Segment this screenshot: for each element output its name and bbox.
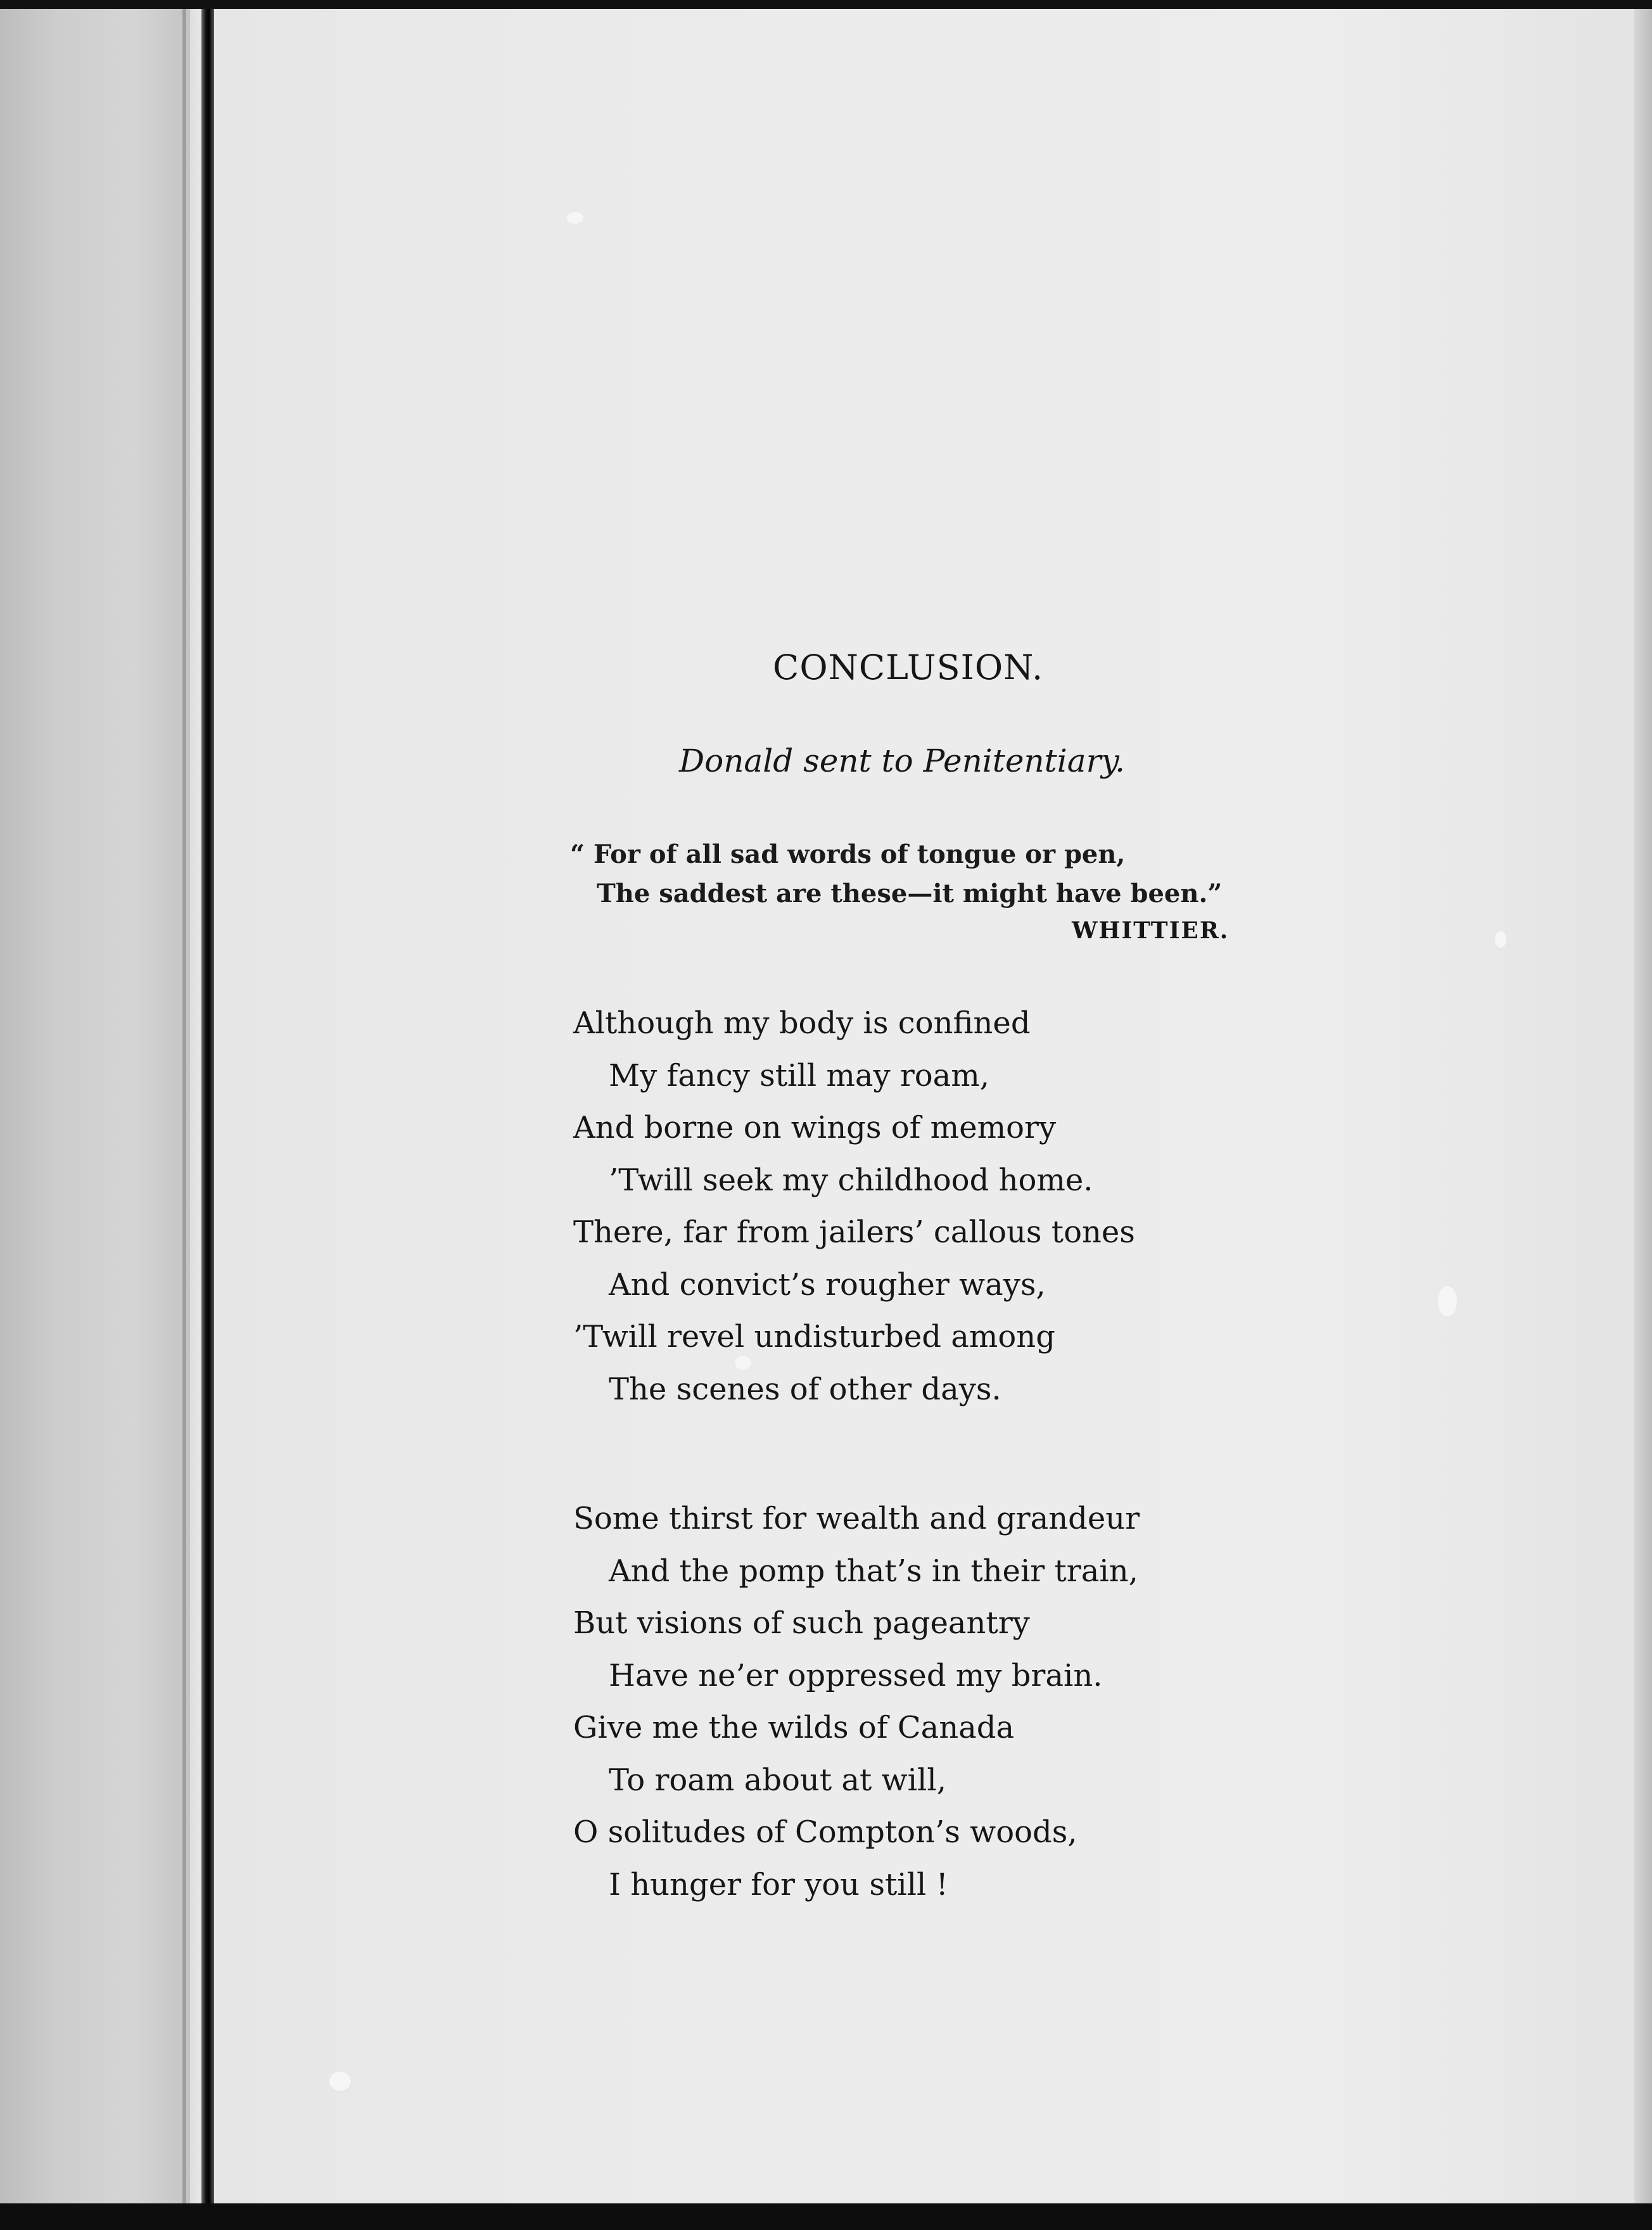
poem-line: Some thirst for wealth and grandeur — [573, 1501, 1140, 1536]
poem-stanza-1 — [573, 997, 1135, 1415]
gutter-shadow — [182, 0, 186, 2203]
scan-top-border — [0, 0, 1652, 9]
epigraph-line: “ For of all sad words of tongue or pen, — [570, 839, 1126, 869]
poem-stanza-2 — [573, 1493, 1140, 1911]
poem-line: And convict’s rougher ways, — [609, 1266, 1046, 1303]
paper-speck — [1438, 1286, 1457, 1316]
poem-line: But visions of such pageantry — [573, 1605, 1030, 1641]
poem-line: My fancy still may roam, — [609, 1057, 990, 1093]
paper-speck — [1495, 931, 1506, 948]
chapter-heading: CONCLUSION. — [773, 647, 1044, 687]
poem-line: To roam about at will, — [609, 1762, 946, 1798]
book-spine — [201, 0, 214, 2203]
poem-line: The scenes of other days. — [609, 1371, 1001, 1407]
paper-speck — [567, 212, 583, 224]
poem-line: There, far from jailers’ callous tones — [573, 1214, 1135, 1250]
poem-line: Give me the wilds of Canada — [573, 1710, 1015, 1745]
epigraph-attribution: WHITTIER. — [1072, 917, 1229, 944]
poem-line: And the pomp that’s in their train, — [609, 1553, 1138, 1589]
poem-line: ’Twill seek my childhood home. — [609, 1162, 1093, 1198]
facing-page-edge — [0, 0, 190, 2230]
poem-line: And borne on wings of memory — [573, 1110, 1057, 1145]
poem-line: Have ne’er oppressed my brain. — [609, 1657, 1103, 1693]
epigraph — [570, 835, 1222, 914]
poem-line: ’Twill revel undisturbed among — [573, 1319, 1055, 1354]
epigraph-line: The saddest are these—it might have been.” — [597, 879, 1223, 908]
scan-bottom-border — [0, 2203, 1652, 2230]
poem-line: Although my body is confined — [573, 1005, 1031, 1041]
chapter-subheading: Donald sent to Penitentiary. — [679, 742, 1125, 779]
poem-line: I hunger for you still ! — [609, 1866, 948, 1902]
page-right-edge — [1634, 0, 1652, 2230]
poem-line: O solitudes of Compton’s woods, — [573, 1814, 1077, 1850]
paper-speck — [329, 2072, 351, 2091]
